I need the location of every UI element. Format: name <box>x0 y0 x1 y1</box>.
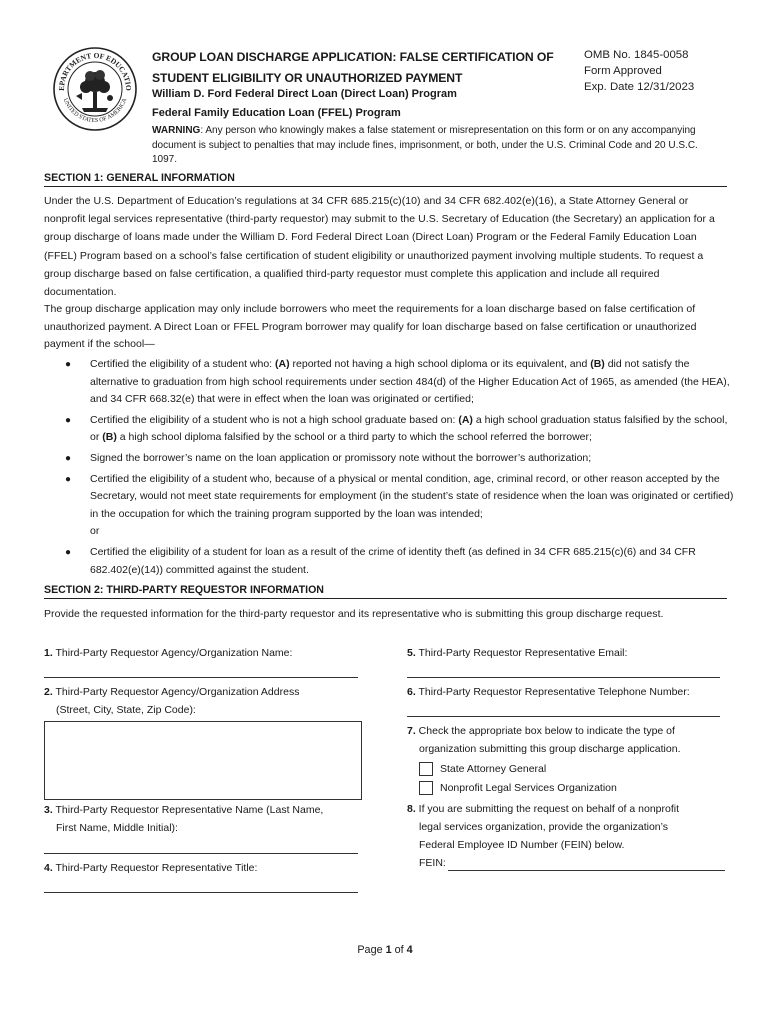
representative-phone-field[interactable] <box>407 716 720 717</box>
bullet-icon: ● <box>65 473 72 485</box>
list-item: ● Signed the borrower’s name on the loan application or promissory note without the borrower’s authorization; <box>62 450 734 468</box>
agency-name-field[interactable] <box>44 677 358 678</box>
agency-address-box[interactable] <box>44 721 362 800</box>
field1-label: 1. Third-Party Requestor Agency/Organization Name: <box>44 647 293 659</box>
section2-intro: Provide the requested information for the third-party requestor and its representative who is submitting this group discharge request. <box>44 608 664 620</box>
field3-label-sub: First Name, Middle Initial): <box>56 822 178 834</box>
list-item: ● Certified the eligibility of a student for loan as a result of the crime of identity theft (as defined in 34 CFR 685.215(c)(6) and 34 CFR 682.402(e)(14)) committed against the student. <box>65 545 696 576</box>
field2-label-sub: (Street, City, State, Zip Code): <box>56 704 196 716</box>
field8-label-sub1: legal services organization, provide the organization’s <box>419 821 669 833</box>
section2-heading: SECTION 2: THIRD-PARTY REQUESTOR INFORMATION <box>44 584 727 599</box>
form-title <box>152 47 562 89</box>
field7-label: 7. Check the appropriate box below to indicate the type of <box>407 725 675 737</box>
nonprofit-legal-services-label: Nonprofit Legal Services Organization <box>440 782 617 794</box>
field6-label: 6. Third-Party Requestor Representative Telephone Number: <box>407 686 690 698</box>
seal-ring-text: EPARTMENT OF EDUCATIO <box>56 50 134 91</box>
representative-title-field[interactable] <box>44 892 358 893</box>
list-item: ● Certified the eligibility of a student who is not a high school graduate based on: (A) a high school graduation status falsified by the school, or (B) a high school diploma falsified by the school or a third party to which the school referred the borrower; <box>65 413 728 444</box>
page-number: Page 1 of 4 <box>357 944 413 956</box>
bullet-icon: ● <box>65 546 72 558</box>
or-text: or <box>90 525 100 538</box>
section1-heading: SECTION 1: GENERAL INFORMATION <box>44 172 727 187</box>
omb-block <box>584 47 694 95</box>
nonprofit-legal-services-checkbox[interactable] <box>419 781 433 795</box>
department-seal <box>52 46 138 132</box>
form-title-line2: STUDENT ELIGIBILITY OR UNAUTHORIZED PAYMENT <box>152 71 463 85</box>
field5-label: 5. Third-Party Requestor Representative Email: <box>407 647 628 659</box>
representative-email-field[interactable] <box>407 677 720 678</box>
field8-label: 8. If you are submitting the request on behalf of a nonprofit <box>407 803 680 815</box>
expiration-date: Exp. Date 12/31/2023 <box>584 81 695 93</box>
field3-label: 3. Third-Party Requestor Representative Name (Last Name, <box>44 804 324 816</box>
form-approved: Form Approved <box>584 65 662 77</box>
seal-bottom-text: UNITED STATES OF AMERICA <box>61 97 129 125</box>
warning-text: : Any person who knowingly makes a false statement or misrepresentation on this form or on any accompanying document is subject to penalties that may include fines, imprisonment, or both, under the U.S. Criminal Code and 20 U.S.C. 1097. <box>152 125 698 165</box>
bullet-icon: ● <box>65 414 72 426</box>
program-ffel: Federal Family Education Loan (FFEL) Program <box>152 107 401 119</box>
bullet-icon: ● <box>65 452 72 464</box>
state-attorney-general-checkbox[interactable] <box>419 762 433 776</box>
fein-label: FEIN: <box>419 857 446 869</box>
program-direct-loan: William D. Ford Federal Direct Loan (Direct Loan) Program <box>152 88 457 100</box>
omb-number: OMB No. 1845-0058 <box>584 49 689 61</box>
section1-para2: The group discharge application may only include borrowers who meet the requirements for a loan discharge based on false certification of unauthorized payment. A Direct Loan or FFEL Program borrower may qualify for loan discharge based on false certification or unauthorized payment if the school— <box>44 303 697 351</box>
bullet-icon: ● <box>65 359 72 370</box>
section1-para1: Under the U.S. Department of Education’s regulations at 34 CFR 685.215(c)(10) and 34 CFR 682.402(e)(16), a State Attorney General or nonprofit legal services representative (third-party requestor) may submit to the U.S. Secretary of Education (the Secretary) an application for a group discharge of loans made under the William D. Ford Federal Direct Loan (Direct Loan) Program or the Federal Family Education Loan (FFEL) Program based on a school’s false certification of student eligibility or unauthorized payment involving multiple students. To request a group discharge based on false certification, a qualified third-party requestor must complete this application and include all required documentation. <box>44 195 715 299</box>
field8-label-sub2: Federal Employee ID Number (FEIN) below. <box>419 839 625 851</box>
representative-name-field[interactable] <box>44 853 358 854</box>
warning-label: WARNING <box>152 125 201 136</box>
eligibility-list <box>62 356 734 582</box>
form-title-line1: GROUP LOAN DISCHARGE APPLICATION: FALSE CERTIFICATION OF <box>152 50 554 64</box>
field4-label: 4. Third-Party Requestor Representative Title: <box>44 862 258 874</box>
list-item: ● Certified the eligibility of a student who, because of a physical or mental condition, age, criminal record, or other reason accepted by the Secretary, would not meet state requirements for employment (in the student’s state of residence when the loan was originated or certified) in the occupation for which the training program supported by the loan was intended; or <box>62 471 734 541</box>
fein-field[interactable] <box>448 870 725 871</box>
warning-notice <box>152 124 712 168</box>
field7-label-sub: organization submitting this group discharge application. <box>419 743 681 755</box>
state-attorney-general-label: State Attorney General <box>440 763 547 775</box>
list-item: ● Certified the eligibility of a student who: (A) reported not having a high school diploma or its equivalent, and (B) did not satisfy the alternative to graduation from high school requirements under section 484(d) of the Higher Education Act of 1965, as amended (the HEA), and 34 CFR 668.32(e) that were in effect when the loan was originated or certified; <box>65 358 730 406</box>
field2-label: 2. Third-Party Requestor Agency/Organization Address <box>44 686 300 698</box>
